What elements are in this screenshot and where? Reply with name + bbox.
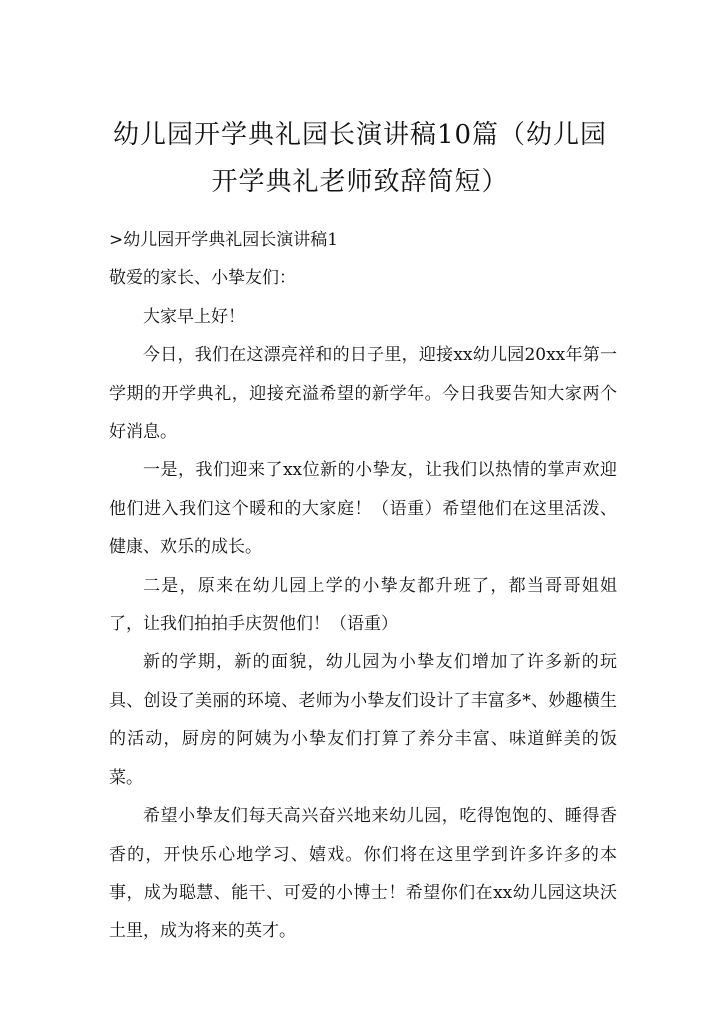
document-title — [100, 112, 620, 206]
paragraph-new-semester: 新的学期，新的面貌，幼儿园为小挚友们增加了许多新的玩具、创设了美丽的环境、老师为小挚友们设计了丰富多*、妙趣横生的活动，厨房的阿姨为小挚友们打算了养分丰富、味道鲜美的饭菜。 — [109, 652, 617, 788]
paragraph-greeting: 大家早上好！ — [143, 306, 245, 327]
paragraph-opening: 今日，我们在这漂亮祥和的日子里，迎接xx幼儿园20xx年第一学期的开学典礼，迎接充溢希望的新学年。今日我要告知大家两个好消息。 — [109, 345, 617, 443]
paragraph-wishes: 希望小挚友们每天高兴奋兴地来幼儿园，吃得饱饱的、睡得香香的，开快乐心地学习、嬉戏。你们将在这里学到许多许多的本事，成为聪慧、能干、可爱的小博士！希望你们在xx幼儿园这块沃土里，成为将来的英才。 — [109, 806, 617, 942]
title-line-1: 幼儿园开学典礼园长演讲稿10篇（幼儿园 — [112, 120, 608, 150]
paragraph-news-one: 一是，我们迎来了xx位新的小挚友，让我们以热情的掌声欢迎他们进入我们这个暖和的大家庭！（语重）希望他们在这里活泼、健康、欢乐的成长。 — [109, 460, 617, 558]
title-line-2: 开学典礼老师致辞简短） — [211, 167, 509, 197]
section-heading: >幼儿园开学典礼园长演讲稿1 — [109, 230, 339, 250]
salutation: 敬爱的家长、小挚友们： — [109, 268, 296, 289]
document-body — [109, 221, 617, 951]
paragraph-news-two: 二是，原来在幼儿园上学的小挚友都升班了，都当哥哥姐姐了，让我们拍拍手庆贺他们！（语重） — [109, 575, 617, 635]
